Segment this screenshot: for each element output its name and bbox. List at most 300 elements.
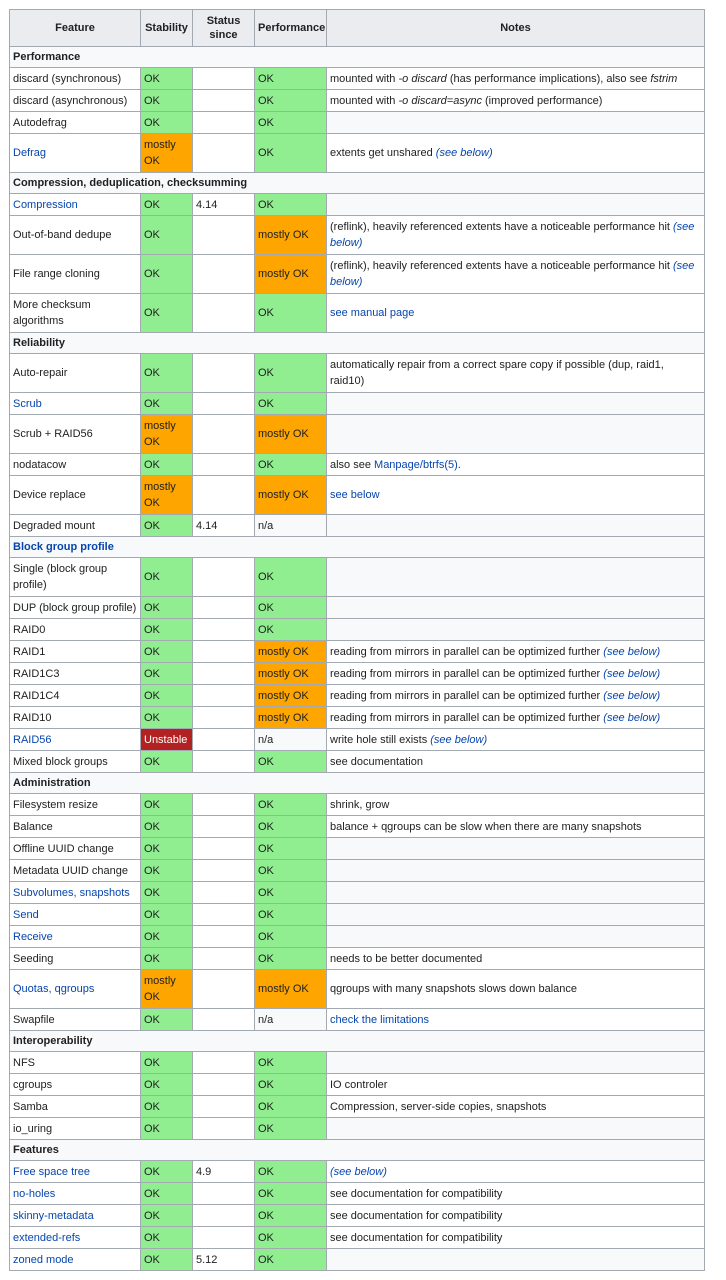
status-since-cell	[193, 816, 255, 838]
performance-badge: OK	[255, 1096, 327, 1118]
stability-badge: mostly OK	[141, 415, 193, 454]
stability-badge: OK	[141, 558, 193, 597]
feature-cell	[10, 1096, 141, 1118]
status-since-cell	[193, 860, 255, 882]
table-row	[10, 970, 705, 1009]
notes-text: .	[457, 458, 461, 471]
notes-text: reading from mirrors in parallel can be optimized further	[330, 667, 604, 680]
notes-text: automatically repair from a correct spare copy if possible (dup, raid1, raid10)	[330, 359, 664, 387]
table-row	[10, 1074, 705, 1096]
notes-text: balance + qgroups can be slow when there are many snapshots	[330, 820, 642, 833]
feature-label: RAID1	[13, 645, 46, 658]
section-row	[10, 773, 705, 794]
feature-cell	[10, 1074, 141, 1096]
notes-cell	[327, 1052, 705, 1074]
feature-cell	[10, 1183, 141, 1205]
status-since-cell	[193, 948, 255, 970]
table-row	[10, 729, 705, 751]
feature-cell	[10, 948, 141, 970]
feature-cell	[10, 255, 141, 294]
feature-link[interactable]: Free space tree	[13, 1165, 91, 1178]
stability-badge: OK	[141, 948, 193, 970]
notes-cell	[327, 1205, 705, 1227]
notes-text: also see	[330, 458, 375, 471]
table-row	[10, 68, 705, 90]
status-since-cell	[193, 112, 255, 134]
feature-label: Samba	[13, 1100, 48, 1113]
performance-badge: OK	[255, 90, 327, 112]
stability-badge: OK	[141, 194, 193, 216]
feature-label: Auto-repair	[13, 367, 68, 379]
notes-text: (reflink), heavily referenced extents have a noticeable performance hit	[330, 260, 674, 272]
status-since-cell	[193, 882, 255, 904]
notes-cell	[327, 970, 705, 1009]
feature-label: RAID0	[13, 623, 46, 636]
performance-badge: OK	[255, 1118, 327, 1140]
performance-badge: OK	[255, 838, 327, 860]
table-row	[10, 294, 705, 333]
feature-label: RAID1C4	[13, 689, 60, 702]
status-since-cell	[193, 838, 255, 860]
stability-badge: OK	[141, 1096, 193, 1118]
notes-cell	[327, 255, 705, 294]
notes-text: -o discard=async	[398, 94, 482, 107]
table-row	[10, 838, 705, 860]
table-row	[10, 90, 705, 112]
notes-cell	[327, 90, 705, 112]
performance-badge: OK	[255, 1161, 327, 1183]
performance-badge: OK	[255, 882, 327, 904]
performance-badge: n/a	[255, 515, 327, 537]
stability-badge: OK	[141, 1074, 193, 1096]
status-since-cell	[193, 68, 255, 90]
feature-label: Device replace	[13, 489, 86, 501]
table-row	[10, 1205, 705, 1227]
feature-label: Swapfile	[13, 1013, 55, 1026]
performance-badge: OK	[255, 904, 327, 926]
feature-cell	[10, 1161, 141, 1183]
stability-badge: OK	[141, 1183, 193, 1205]
notes-cell	[327, 112, 705, 134]
table-row	[10, 816, 705, 838]
section-title: Features	[10, 1140, 705, 1161]
table-row	[10, 882, 705, 904]
feature-label: File range cloning	[13, 268, 100, 280]
table-row	[10, 112, 705, 134]
notes-cell	[327, 393, 705, 415]
table-row	[10, 597, 705, 619]
notes-cell	[327, 216, 705, 255]
feature-label: DUP (block group profile)	[13, 601, 137, 614]
table-row	[10, 1227, 705, 1249]
stability-badge: OK	[141, 597, 193, 619]
notes-text: (has performance implications), also see	[446, 72, 651, 85]
status-since-cell	[193, 354, 255, 393]
section-title: Interoperability	[10, 1031, 705, 1052]
table-row	[10, 393, 705, 415]
notes-text: see documentation for compatibility	[330, 1209, 503, 1222]
feature-cell	[10, 90, 141, 112]
notes-text: see documentation for compatibility	[330, 1187, 503, 1200]
header-stability[interactable]: Stability	[141, 10, 193, 47]
notes-link[interactable]: see below	[330, 489, 380, 501]
feature-cell	[10, 838, 141, 860]
notes-cell	[327, 860, 705, 882]
status-since-cell	[193, 970, 255, 1009]
feature-status-table	[9, 9, 705, 1271]
table-row	[10, 216, 705, 255]
performance-badge: OK	[255, 454, 327, 476]
performance-badge: OK	[255, 112, 327, 134]
notes-text: qgroups with many snapshots slows down balance	[330, 983, 578, 995]
section-title: Administration	[10, 773, 705, 794]
table-row	[10, 707, 705, 729]
table-row	[10, 948, 705, 970]
table-row	[10, 1183, 705, 1205]
feature-cell	[10, 816, 141, 838]
feature-link[interactable]: skinny-metadata	[13, 1209, 94, 1222]
notes-text: Compression, server-side copies, snapshots	[330, 1100, 547, 1113]
feature-link[interactable]: no-holes	[13, 1187, 56, 1200]
status-since-cell: 4.14	[193, 515, 255, 537]
performance-badge: OK	[255, 860, 327, 882]
feature-cell	[10, 476, 141, 515]
feature-label: Degraded mount	[13, 519, 95, 532]
feature-label: RAID1C3	[13, 667, 60, 680]
feature-cell	[10, 354, 141, 393]
performance-badge: mostly OK	[255, 216, 327, 255]
performance-badge: OK	[255, 194, 327, 216]
table-row	[10, 515, 705, 537]
stability-badge: OK	[141, 619, 193, 641]
status-since-cell	[193, 641, 255, 663]
notes-text: extents get unshared	[330, 147, 436, 159]
feature-label: NFS	[13, 1056, 35, 1069]
notes-cell	[327, 882, 705, 904]
performance-badge: n/a	[255, 1009, 327, 1031]
notes-cell	[327, 948, 705, 970]
notes-link[interactable]: (see below)	[603, 689, 661, 702]
status-since-cell	[193, 1183, 255, 1205]
stability-badge: OK	[141, 838, 193, 860]
performance-badge: OK	[255, 68, 327, 90]
table-row	[10, 558, 705, 597]
performance-badge: OK	[255, 1227, 327, 1249]
stability-badge: OK	[141, 794, 193, 816]
feature-cell	[10, 415, 141, 454]
feature-label: Single (block group profile)	[13, 563, 108, 591]
table-row	[10, 926, 705, 948]
feature-link[interactable]: zoned mode	[13, 1253, 74, 1266]
stability-badge: OK	[141, 685, 193, 707]
notes-cell	[327, 1161, 705, 1183]
feature-cell	[10, 1205, 141, 1227]
notes-link[interactable]: (see below)	[330, 260, 695, 288]
section-title[interactable]: Block group profile	[10, 537, 705, 558]
notes-text: -o discard	[398, 72, 447, 85]
stability-badge: OK	[141, 1118, 193, 1140]
stability-badge: OK	[141, 1161, 193, 1183]
stability-badge: OK	[141, 216, 193, 255]
performance-badge: OK	[255, 794, 327, 816]
table-row	[10, 619, 705, 641]
header-notes[interactable]: Notes	[327, 10, 705, 47]
performance-badge: n/a	[255, 729, 327, 751]
performance-badge: OK	[255, 354, 327, 393]
notes-cell	[327, 1096, 705, 1118]
status-since-cell	[193, 294, 255, 333]
status-since-cell	[193, 794, 255, 816]
status-since-cell	[193, 90, 255, 112]
feature-cell	[10, 134, 141, 173]
feature-label: cgroups	[13, 1078, 53, 1091]
feature-cell	[10, 597, 141, 619]
stability-badge: OK	[141, 1009, 193, 1031]
notes-cell	[327, 597, 705, 619]
stability-badge: OK	[141, 112, 193, 134]
notes-cell	[327, 816, 705, 838]
performance-badge: OK	[255, 134, 327, 173]
notes-cell	[327, 354, 705, 393]
feature-link[interactable]: extended-refs	[13, 1231, 81, 1244]
stability-badge: OK	[141, 1227, 193, 1249]
stability-badge: OK	[141, 1205, 193, 1227]
performance-badge: OK	[255, 948, 327, 970]
status-since-cell	[193, 216, 255, 255]
notes-text: shrink, grow	[330, 798, 390, 811]
feature-cell	[10, 1052, 141, 1074]
notes-cell	[327, 663, 705, 685]
notes-cell	[327, 1118, 705, 1140]
notes-text: see documentation for compatibility	[330, 1231, 503, 1244]
stability-badge: OK	[141, 255, 193, 294]
notes-cell	[327, 926, 705, 948]
feature-cell	[10, 685, 141, 707]
feature-cell	[10, 558, 141, 597]
status-since-cell	[193, 415, 255, 454]
feature-cell	[10, 882, 141, 904]
notes-link[interactable]: (see below)	[435, 147, 493, 159]
feature-label: nodatacow	[13, 458, 67, 471]
stability-badge: OK	[141, 860, 193, 882]
status-since-cell	[193, 663, 255, 685]
section-row	[10, 333, 705, 354]
status-since-cell	[193, 1118, 255, 1140]
table-row	[10, 1009, 705, 1031]
table-row	[10, 794, 705, 816]
table-row	[10, 1118, 705, 1140]
stability-badge: OK	[141, 1052, 193, 1074]
notes-cell	[327, 134, 705, 173]
performance-badge: OK	[255, 816, 327, 838]
notes-cell	[327, 558, 705, 597]
feature-label: Scrub + RAID56	[13, 428, 93, 440]
performance-badge: OK	[255, 1183, 327, 1205]
notes-cell	[327, 1249, 705, 1271]
status-since-cell	[193, 1009, 255, 1031]
feature-link[interactable]: Receive	[13, 930, 53, 943]
status-since-cell	[193, 1052, 255, 1074]
performance-badge: mostly OK	[255, 685, 327, 707]
feature-cell	[10, 1227, 141, 1249]
feature-cell	[10, 860, 141, 882]
section-row	[10, 1031, 705, 1052]
performance-badge: OK	[255, 294, 327, 333]
notes-link[interactable]: (see below)	[430, 733, 488, 746]
table-row	[10, 255, 705, 294]
feature-label: Autodefrag	[13, 116, 67, 129]
stability-badge: OK	[141, 882, 193, 904]
notes-cell	[327, 904, 705, 926]
table-row	[10, 860, 705, 882]
status-since-cell	[193, 558, 255, 597]
table-row	[10, 1096, 705, 1118]
performance-badge: OK	[255, 751, 327, 773]
stability-badge: OK	[141, 641, 193, 663]
notes-cell	[327, 68, 705, 90]
header-feature[interactable]: Feature	[10, 10, 141, 47]
feature-link[interactable]: Compression	[13, 198, 78, 211]
stability-badge: mostly OK	[141, 134, 193, 173]
feature-cell	[10, 294, 141, 333]
status-since-cell: 5.12	[193, 1249, 255, 1271]
stability-badge: OK	[141, 393, 193, 415]
notes-cell	[327, 1009, 705, 1031]
performance-badge: mostly OK	[255, 707, 327, 729]
table-row	[10, 354, 705, 393]
notes-link[interactable]: (see below)	[330, 221, 695, 249]
section-title: Performance	[10, 47, 705, 68]
feature-link[interactable]: Defrag	[13, 147, 47, 159]
feature-label: Out-of-band dedupe	[13, 229, 112, 241]
feature-label: Filesystem resize	[13, 798, 98, 811]
feature-label: More checksum algorithms	[13, 299, 91, 327]
feature-label: discard (synchronous)	[13, 72, 122, 85]
notes-cell	[327, 1227, 705, 1249]
notes-link[interactable]: (see below)	[330, 1165, 387, 1178]
section-title: Reliability	[10, 333, 705, 354]
feature-link[interactable]: Quotas, qgroups	[13, 983, 95, 995]
feature-link[interactable]: Subvolumes, snapshots	[13, 886, 130, 899]
table-row	[10, 641, 705, 663]
table-row	[10, 134, 705, 173]
status-since-cell	[193, 707, 255, 729]
notes-cell	[327, 707, 705, 729]
feature-label: discard (asynchronous)	[13, 94, 128, 107]
feature-cell	[10, 619, 141, 641]
table-row	[10, 1249, 705, 1271]
performance-badge: OK	[255, 1052, 327, 1074]
feature-cell	[10, 68, 141, 90]
notes-link[interactable]: see manual page	[330, 307, 415, 319]
status-since-cell	[193, 729, 255, 751]
status-since-cell	[193, 454, 255, 476]
status-since-cell	[193, 926, 255, 948]
notes-cell	[327, 685, 705, 707]
notes-link[interactable]: Manpage/btrfs(5)	[374, 458, 458, 471]
notes-link[interactable]: (see below)	[603, 645, 661, 658]
feature-link[interactable]: Scrub	[13, 397, 42, 410]
status-since-cell	[193, 476, 255, 515]
stability-badge: OK	[141, 1249, 193, 1271]
stability-badge: OK	[141, 90, 193, 112]
notes-text: mounted with	[330, 72, 399, 85]
header-performance[interactable]: Performance	[255, 10, 327, 47]
table-row	[10, 685, 705, 707]
stability-badge: OK	[141, 454, 193, 476]
notes-link[interactable]: (see below)	[603, 667, 661, 680]
notes-text: write hole still exists	[330, 733, 431, 746]
status-since-cell	[193, 1096, 255, 1118]
table-row	[10, 663, 705, 685]
status-since-cell	[193, 1074, 255, 1096]
status-since-cell	[193, 904, 255, 926]
notes-link[interactable]: (see below)	[603, 711, 661, 724]
feature-cell	[10, 1249, 141, 1271]
table-row	[10, 476, 705, 515]
feature-cell	[10, 663, 141, 685]
performance-badge: OK	[255, 619, 327, 641]
feature-cell	[10, 1118, 141, 1140]
status-since-cell	[193, 1205, 255, 1227]
status-since-cell	[193, 393, 255, 415]
table-row	[10, 904, 705, 926]
header-status-since[interactable]: Status since	[193, 10, 255, 47]
stability-badge: OK	[141, 904, 193, 926]
section-row	[10, 537, 705, 558]
status-since-cell	[193, 685, 255, 707]
feature-label: RAID10	[13, 711, 52, 724]
feature-label: Balance	[13, 820, 53, 833]
performance-badge: OK	[255, 1205, 327, 1227]
status-since-cell	[193, 597, 255, 619]
notes-text: (reflink), heavily referenced extents have a noticeable performance hit	[330, 221, 674, 233]
feature-status-page	[9, 9, 705, 1271]
feature-cell	[10, 454, 141, 476]
notes-cell	[327, 729, 705, 751]
section-row	[10, 47, 705, 68]
table-row	[10, 1052, 705, 1074]
feature-cell	[10, 393, 141, 415]
table-row	[10, 415, 705, 454]
feature-label: io_uring	[13, 1122, 53, 1135]
performance-badge: mostly OK	[255, 476, 327, 515]
section-row	[10, 173, 705, 194]
performance-badge: OK	[255, 597, 327, 619]
feature-label: Metadata UUID change	[13, 864, 128, 877]
status-since-cell	[193, 134, 255, 173]
feature-cell	[10, 194, 141, 216]
status-since-cell: 4.9	[193, 1161, 255, 1183]
stability-badge: OK	[141, 663, 193, 685]
performance-badge: mostly OK	[255, 970, 327, 1009]
notes-text: see documentation	[330, 755, 423, 768]
notes-text: mounted with	[330, 94, 399, 107]
feature-link[interactable]: Send	[13, 908, 39, 921]
feature-link[interactable]: RAID56	[13, 733, 52, 746]
performance-badge: OK	[255, 558, 327, 597]
notes-cell	[327, 838, 705, 860]
notes-text: needs to be better documented	[330, 952, 483, 965]
stability-badge: OK	[141, 294, 193, 333]
notes-text: reading from mirrors in parallel can be optimized further	[330, 645, 604, 658]
table-row	[10, 1161, 705, 1183]
notes-link[interactable]: check the limitations	[330, 1013, 430, 1026]
notes-cell	[327, 794, 705, 816]
stability-badge: OK	[141, 515, 193, 537]
stability-badge: OK	[141, 68, 193, 90]
notes-text: reading from mirrors in parallel can be optimized further	[330, 711, 604, 724]
